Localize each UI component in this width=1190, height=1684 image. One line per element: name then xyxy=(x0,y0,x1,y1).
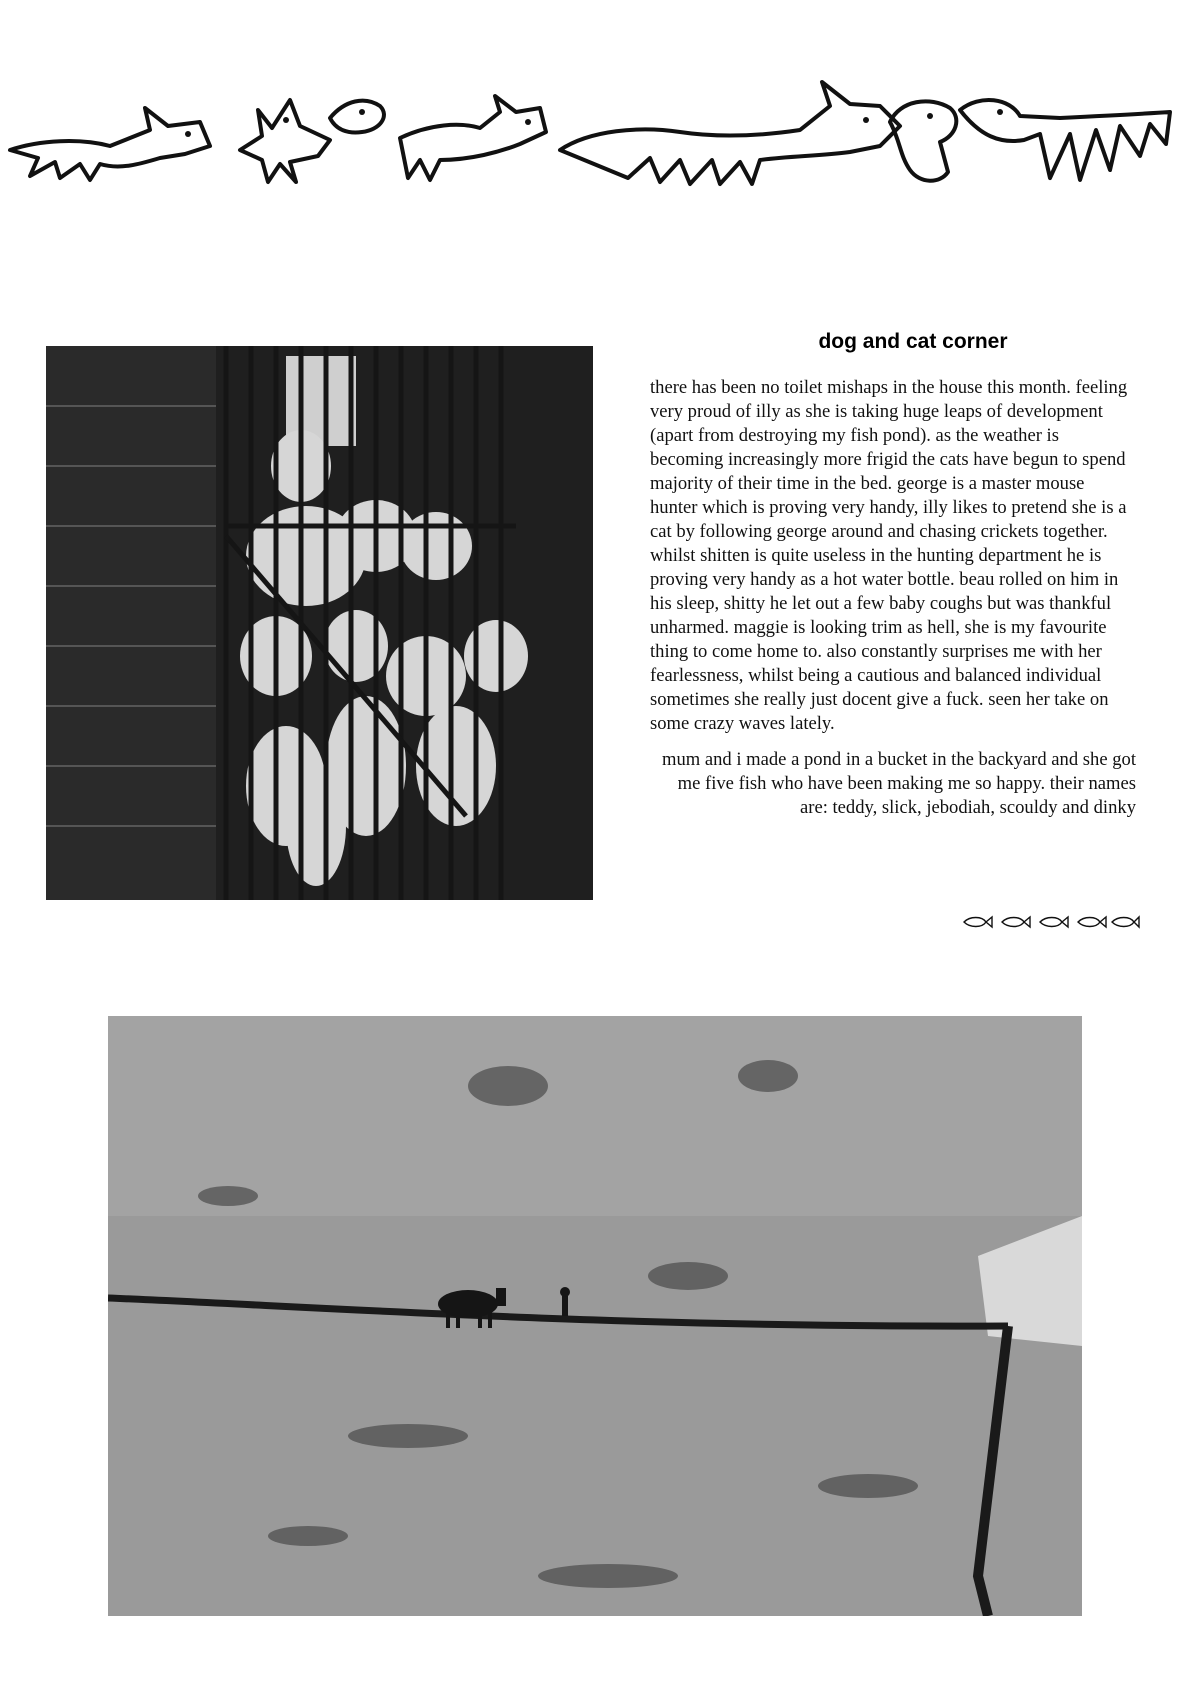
dog-doodle-banner xyxy=(0,60,1190,210)
hounds-photo xyxy=(46,346,593,900)
article xyxy=(650,330,1136,820)
article-heading: dog and cat corner xyxy=(818,330,1008,353)
article-paragraph: there has been no toilet mishaps in the house this month. feeling very proud of illy as she is taking huge leaps of development (apart from destroying my fish pond). as the weather is becoming increasingly more frigid the cats have begun to spend majority of their time in the bed. george is a master mouse hunter which is proving very handy, illy likes to pretend she is a cat by following george around and chasing crickets together. whilst shitten is quite useless in the hunting department he is proving very handy as a hot water bottle. beau rolled on him in his sleep, shitty he let out a few baby coughs but was thankful unharmed. maggie is looking trim as hell, she is my favourite thing to come home to. also constantly surprises me with her fearlessness, whilst being a cautious and balanced individual sometimes she really just docent give a fuck. seen her take on some crazy waves lately. xyxy=(650,377,1128,734)
article-paragraph-fish: mum and i made a pond in a bucket in the backyard and she got me five fish who have been making me so happy. their names are: teddy, slick, jebodiah, scouldy and dinky xyxy=(661,749,1136,818)
cliff-bridge-photo xyxy=(108,1016,1082,1616)
fish-doodles xyxy=(960,912,1140,932)
